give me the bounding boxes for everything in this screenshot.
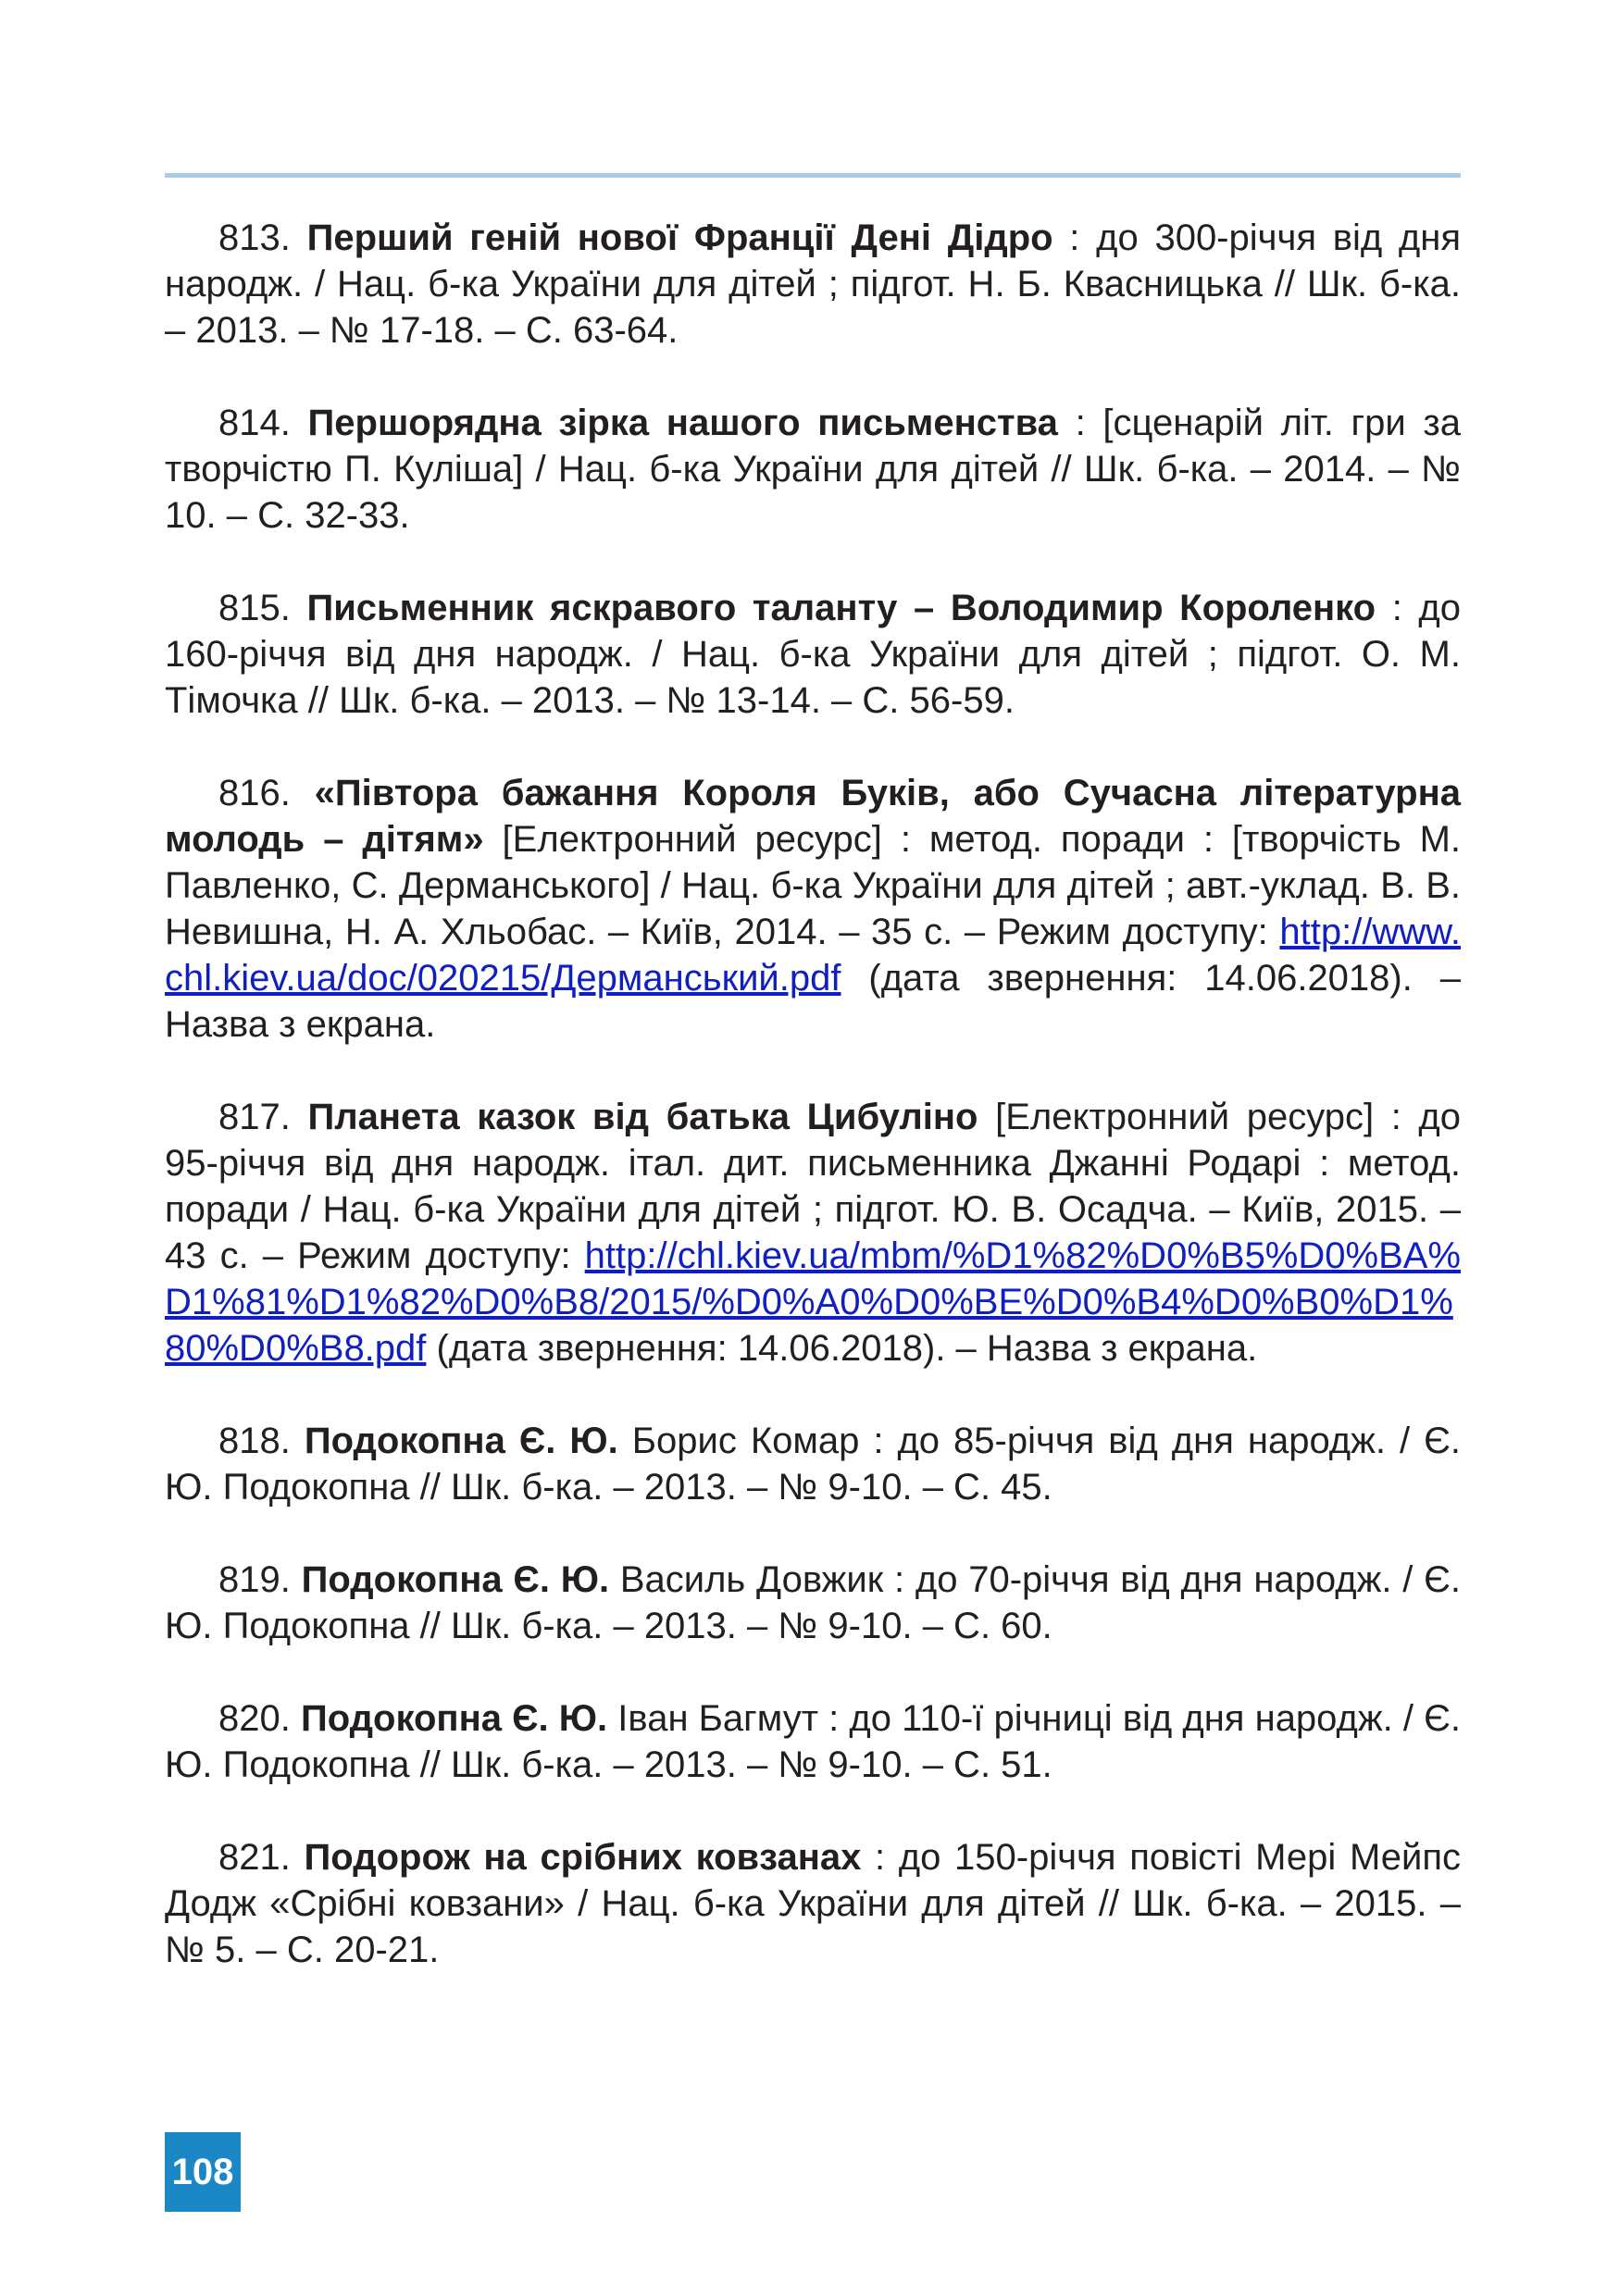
- header-rule: [165, 173, 1461, 178]
- entry-description: : до 160-річчя від дня народж. / Нац. б-ка України для дітей ; підгот. О. М. Тімочка // Шк. б-ка. – 2013. – № 13-14. – С. 56-59.: [165, 588, 1461, 721]
- entry-description: : до 300-річчя від дня народж. / Нац. б-ка України для дітей ; підгот. Н. Б. Квасницька // Шк. б-ка. – 2013. – № 17-18. – С. 63-64.: [165, 217, 1461, 351]
- entry-link[interactable]: http://www.chl.kiev.ua/doc/020215/Дерманський.pdf: [165, 912, 1461, 999]
- entry-description: : до 150-річчя повісті Мері Мейпс Додж «Срібні ковзани» / Нац. б-ка України для дітей // Шк. б-ка. – 2015. – № 5. – С. 20-21.: [165, 1837, 1461, 1970]
- entry-description: [Електронний ресурс] : метод. поради : [творчість М. Павленко, С. Дерманського] / Нац. б-ка України для дітей ; авт.-уклад. В. В. Невишна, Н. А. Хльобас. – Київ, 2014. – 35 с. – Режим доступу:: [165, 819, 1462, 952]
- bibliography-entry-821: [165, 1834, 1461, 1973]
- entry-link[interactable]: http://chl.kiev.ua/mbm/%D1%82%D0%B5%D0%BA%D1%81%D1%82%D0%B8/2015/%D0%A0%D0%BE%D0%B4%D0%B0%D1%80%D0%B8.pdf: [165, 1235, 1461, 1369]
- entry-description: Іван Багмут : до 110-ї річниці від дня народж. / Є. Ю. Подокопна // Шк. б-ка. – 2013. – № 9-10. – С. 51.: [165, 1698, 1461, 1785]
- entry-description: Борис Комар : до 85-річчя від дня народж. / Є. Ю. Подокопна // Шк. б-ка. – 2013. – № 9-10. – С. 45.: [165, 1421, 1461, 1508]
- entry-number: 820.: [218, 1698, 291, 1739]
- bibliography-entry-813: [165, 215, 1461, 354]
- entry-title: Подорож на срібних ковзанах: [304, 1837, 862, 1878]
- entry-title: Письменник яскравого таланту – Володимир Короленко: [306, 588, 1376, 628]
- entry-tail: (дата звернення: 14.06.2018). – Назва з екрана.: [426, 1328, 1258, 1369]
- entry-number: 814.: [218, 403, 291, 443]
- entry-description: [Електронний ресурс] : до 95-річчя від дня народж. італ. дит. письменника Джанні Родарі : метод. поради / Нац. б-ка України для дітей ; підгот. Ю. В. Осадча. – Київ, 2015. – 43 с. – Режим доступу:: [165, 1097, 1462, 1276]
- entry-number: 815.: [218, 588, 291, 628]
- entry-title: Планета казок від батька Цибуліно: [307, 1097, 978, 1137]
- bibliography-list: [165, 215, 1461, 2019]
- bibliography-entry-820: [165, 1695, 1461, 1788]
- entry-title: «Півтора бажання Короля Буків, або Сучасна літературна молодь – дітям»: [165, 773, 1461, 860]
- bibliography-entry-814: [165, 400, 1461, 539]
- entry-description: : [сценарій літ. гри за творчістю П. Куліша] / Нац. б-ка України для дітей // Шк. б-ка. – 2014. – № 10. – С. 32-33.: [165, 403, 1461, 536]
- entry-title: Першорядна зірка нашого письменства: [307, 403, 1058, 443]
- bibliography-entry-815: [165, 585, 1461, 724]
- bibliography-entry-819: [165, 1557, 1461, 1649]
- page-number-badge: 108: [165, 2132, 241, 2212]
- entry-number: 813.: [218, 217, 291, 258]
- entry-number: 818.: [218, 1421, 291, 1461]
- entry-number: 819.: [218, 1559, 291, 1600]
- bibliography-entry-816: [165, 770, 1461, 1048]
- entry-number: 816.: [218, 773, 291, 813]
- entry-description: Василь Довжик : до 70-річчя від дня народж. / Є. Ю. Подокопна // Шк. б-ка. – 2013. – № 9-10. – С. 60.: [165, 1559, 1461, 1646]
- entry-title: Подокопна Є. Ю.: [304, 1421, 618, 1461]
- entry-title: Подокопна Є. Ю.: [301, 1559, 610, 1600]
- entry-title: Перший геній нової Франції Дені Дідро: [306, 217, 1053, 258]
- entry-title: Подокопна Є. Ю.: [301, 1698, 608, 1739]
- bibliography-entry-817: [165, 1094, 1461, 1371]
- entry-number: 821.: [218, 1837, 291, 1878]
- bibliography-entry-818: [165, 1418, 1461, 1510]
- entry-tail: (дата звернення: 14.06.2018). – Назва з екрана.: [165, 958, 1461, 1045]
- entry-number: 817.: [218, 1097, 291, 1137]
